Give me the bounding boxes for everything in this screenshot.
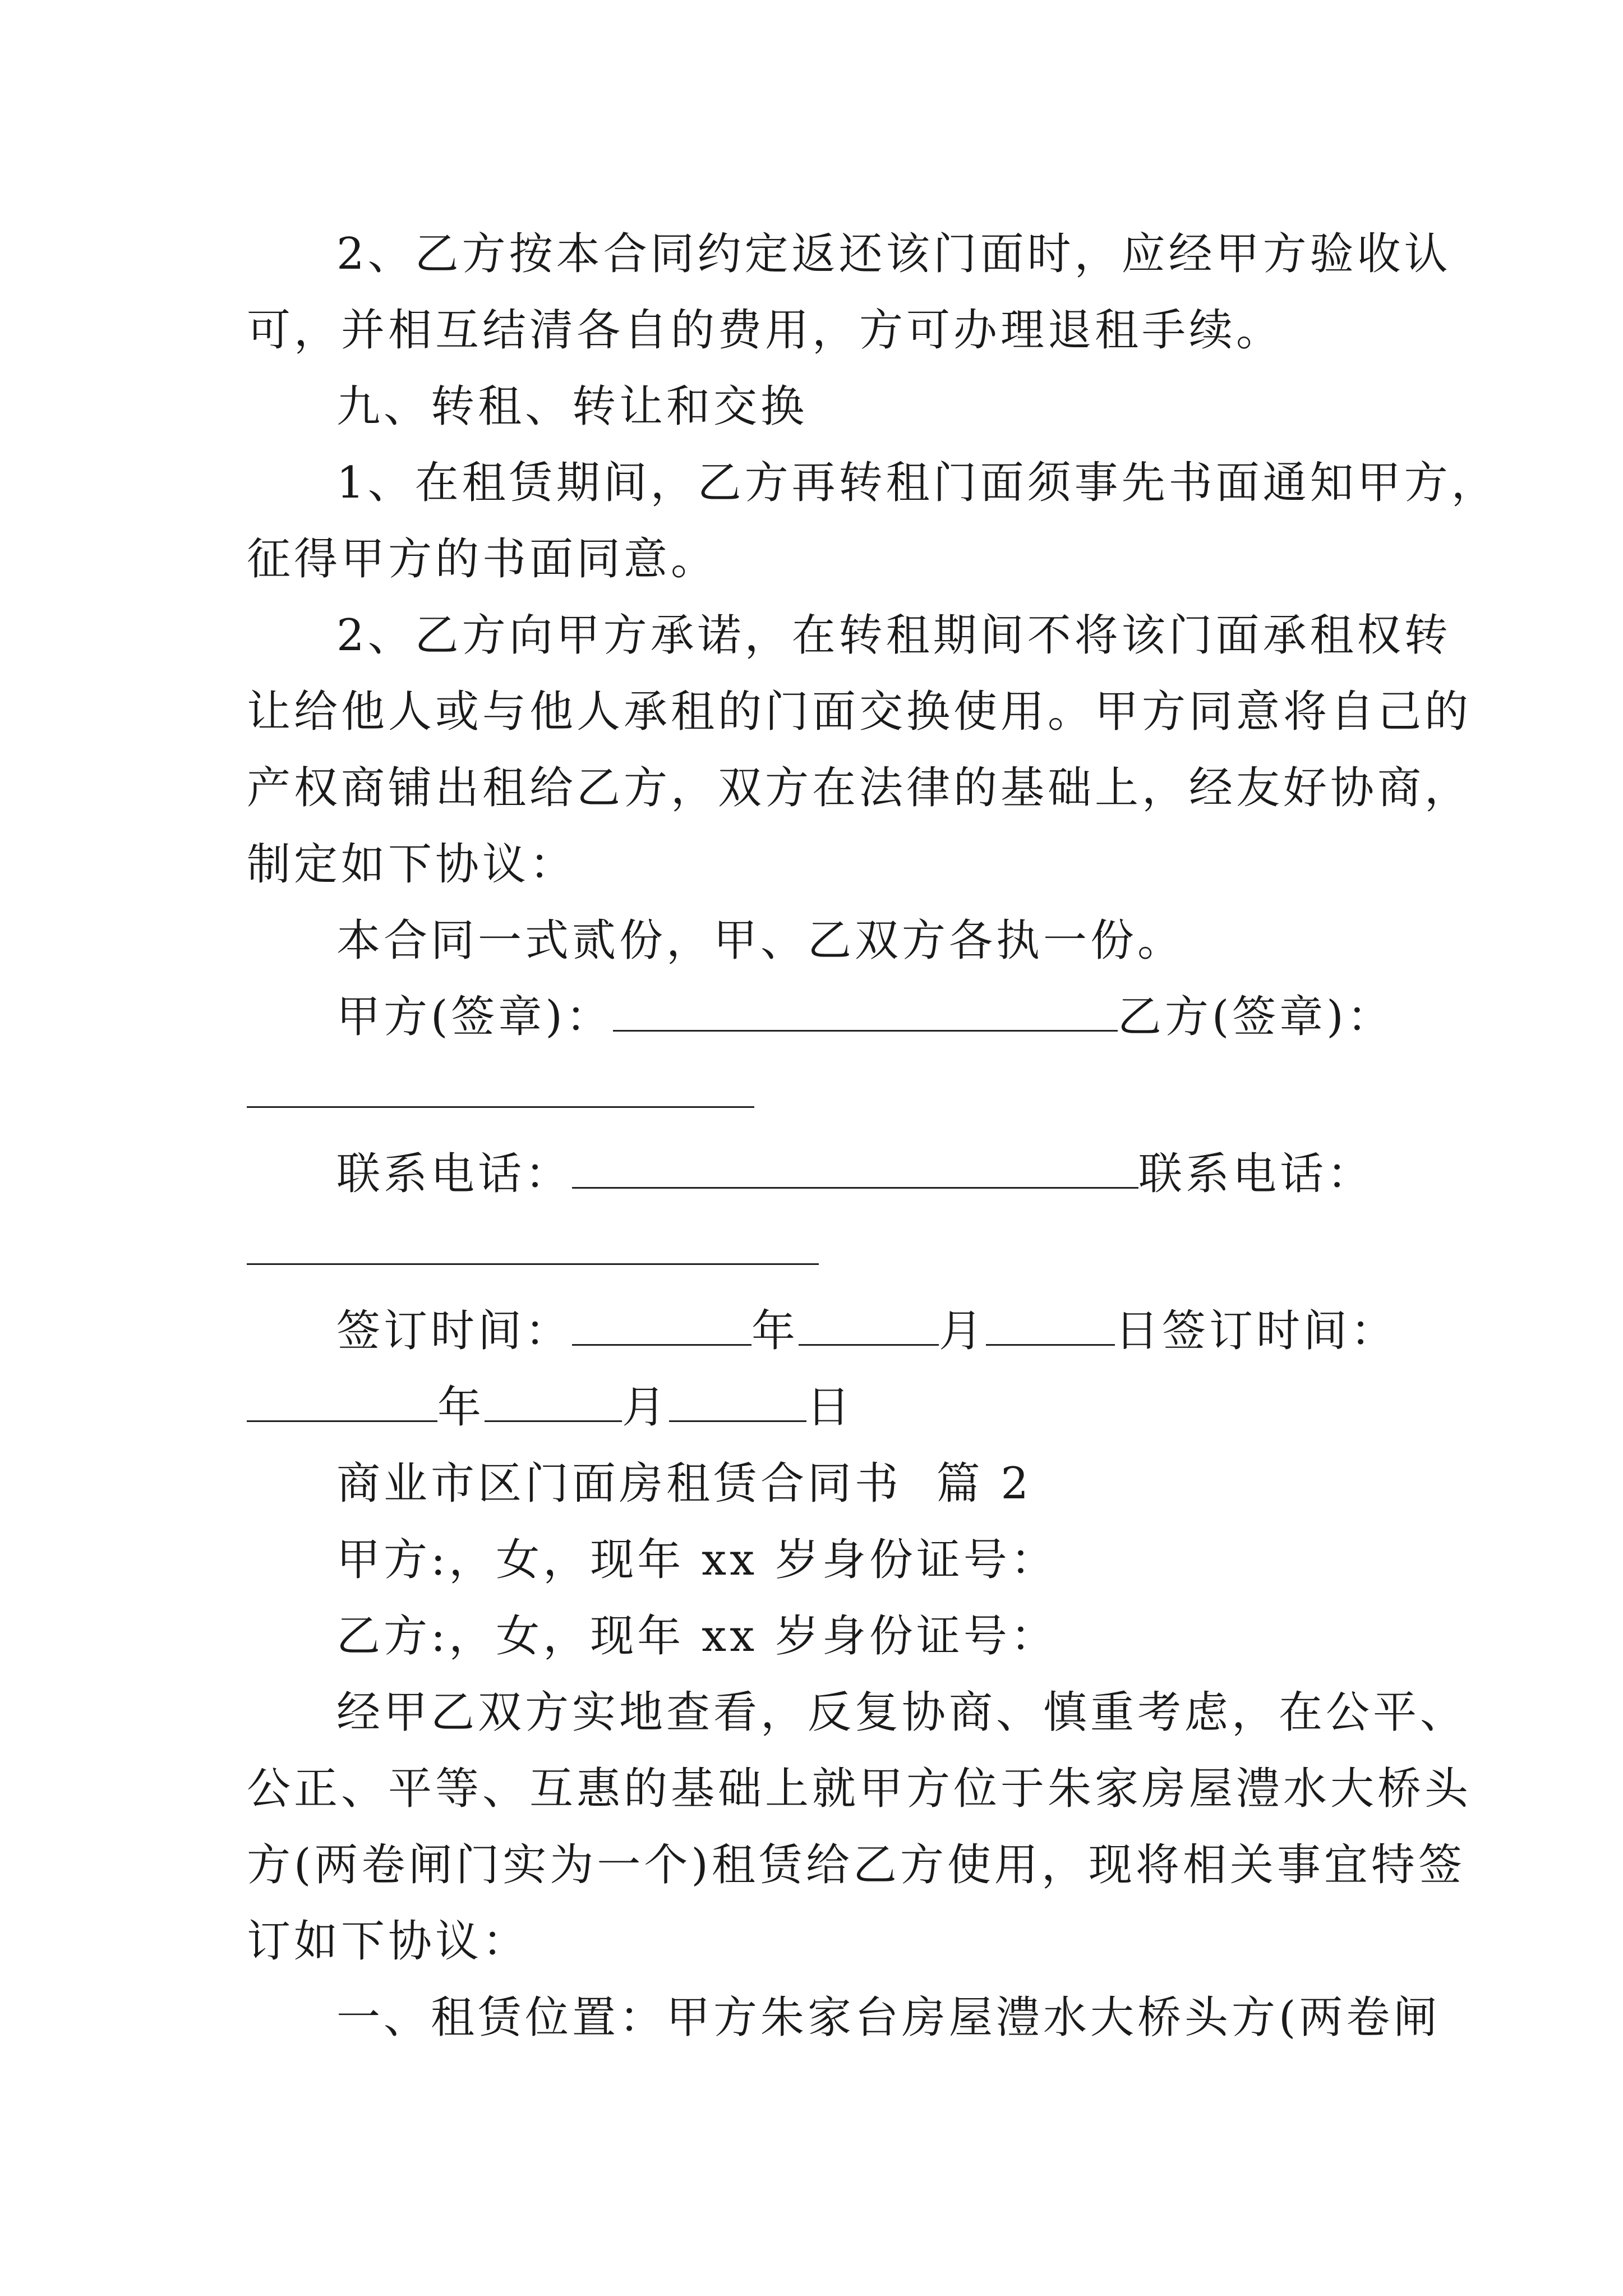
paragraph-line: 公正、平等、互惠的基础上就甲方位于朱家房屋澧水大桥头 — [247, 1764, 1472, 1814]
paragraph-line: 方(两卷闸门实为一个)租赁给乙方使用，现将相关事宜特签 — [247, 1840, 1465, 1890]
section-title: 商业市区门面房租赁合同书 篇 2 — [336, 1458, 1032, 1509]
month-blank — [799, 1305, 939, 1346]
year-blank — [247, 1381, 437, 1422]
party-b-signature-label: 乙方(签章)： — [1117, 992, 1394, 1042]
party-a-date-label: 签订时间： — [336, 1306, 573, 1356]
paragraph-line: 产权商铺出租给乙方，双方在法律的基础上，经友好协商， — [247, 763, 1472, 813]
signature-continuation — [247, 1055, 1380, 1131]
party-a-signature-label: 甲方(签章)： — [336, 992, 613, 1042]
party-a-phone-label: 联系电话： — [336, 1149, 573, 1199]
party-b-phone-blank — [247, 1224, 819, 1265]
paragraph-line: 订如下协议： — [247, 1916, 530, 1967]
paragraph-line: 可，并相互结清各自的费用，方可办理退租手续。 — [247, 305, 1284, 356]
paragraph-line: 本合同一式贰份，甲、乙双方各执一份。 — [336, 915, 1185, 966]
document-body — [247, 216, 1498, 2056]
day-blank — [986, 1305, 1115, 1346]
phone-line — [247, 1136, 1380, 1212]
party-b-phone-label: 联系电话： — [1138, 1149, 1375, 1199]
paragraph-line: 征得甲方的书面同意。 — [247, 534, 718, 585]
day-blank — [669, 1381, 806, 1422]
paragraph-line: 1、在租赁期间，乙方再转租门面须事先书面通知甲方， — [336, 458, 1498, 508]
section-heading: 九、转租、转让和交换 — [336, 381, 808, 432]
month-label: 月 — [622, 1382, 670, 1433]
paragraph-line: 让给他人或与他人承租的门面交换使用。甲方同意将自己的 — [247, 687, 1472, 737]
paragraph-line: 制定如下协议： — [247, 839, 577, 890]
date-line — [247, 1293, 1398, 1369]
party-b-date-label: 日签订时间： — [1115, 1306, 1398, 1356]
paragraph-line: 经甲乙双方实地查看，反复协商、慎重考虑，在公平、 — [336, 1687, 1468, 1738]
paragraph-line: 2、乙方按本合同约定返还该门面时，应经甲方验收认 — [336, 229, 1451, 279]
date-continuation — [247, 1369, 1380, 1446]
party-b-info: 乙方:，女，现年 xx 岁身份证号： — [336, 1611, 1058, 1662]
year-label: 年 — [751, 1306, 799, 1356]
paragraph-line: 2、乙方向甲方承诺，在转租期间不将该门面承租权转 — [336, 610, 1451, 661]
year-label: 年 — [437, 1382, 485, 1433]
paragraph-line: 一、租赁位置：甲方朱家台房屋澧水大桥头方(两卷闸 — [336, 1993, 1441, 2043]
year-blank — [572, 1305, 751, 1346]
day-label: 日 — [806, 1382, 854, 1433]
month-label: 月 — [939, 1306, 986, 1356]
phone-continuation — [247, 1212, 1380, 1289]
signature-line — [247, 979, 1394, 1055]
party-a-info: 甲方:，女，现年 xx 岁身份证号： — [336, 1535, 1058, 1585]
month-blank — [485, 1381, 622, 1422]
party-b-signature-blank — [247, 1067, 754, 1108]
party-a-phone-blank — [572, 1148, 1138, 1189]
party-a-signature-blank — [613, 991, 1118, 1032]
